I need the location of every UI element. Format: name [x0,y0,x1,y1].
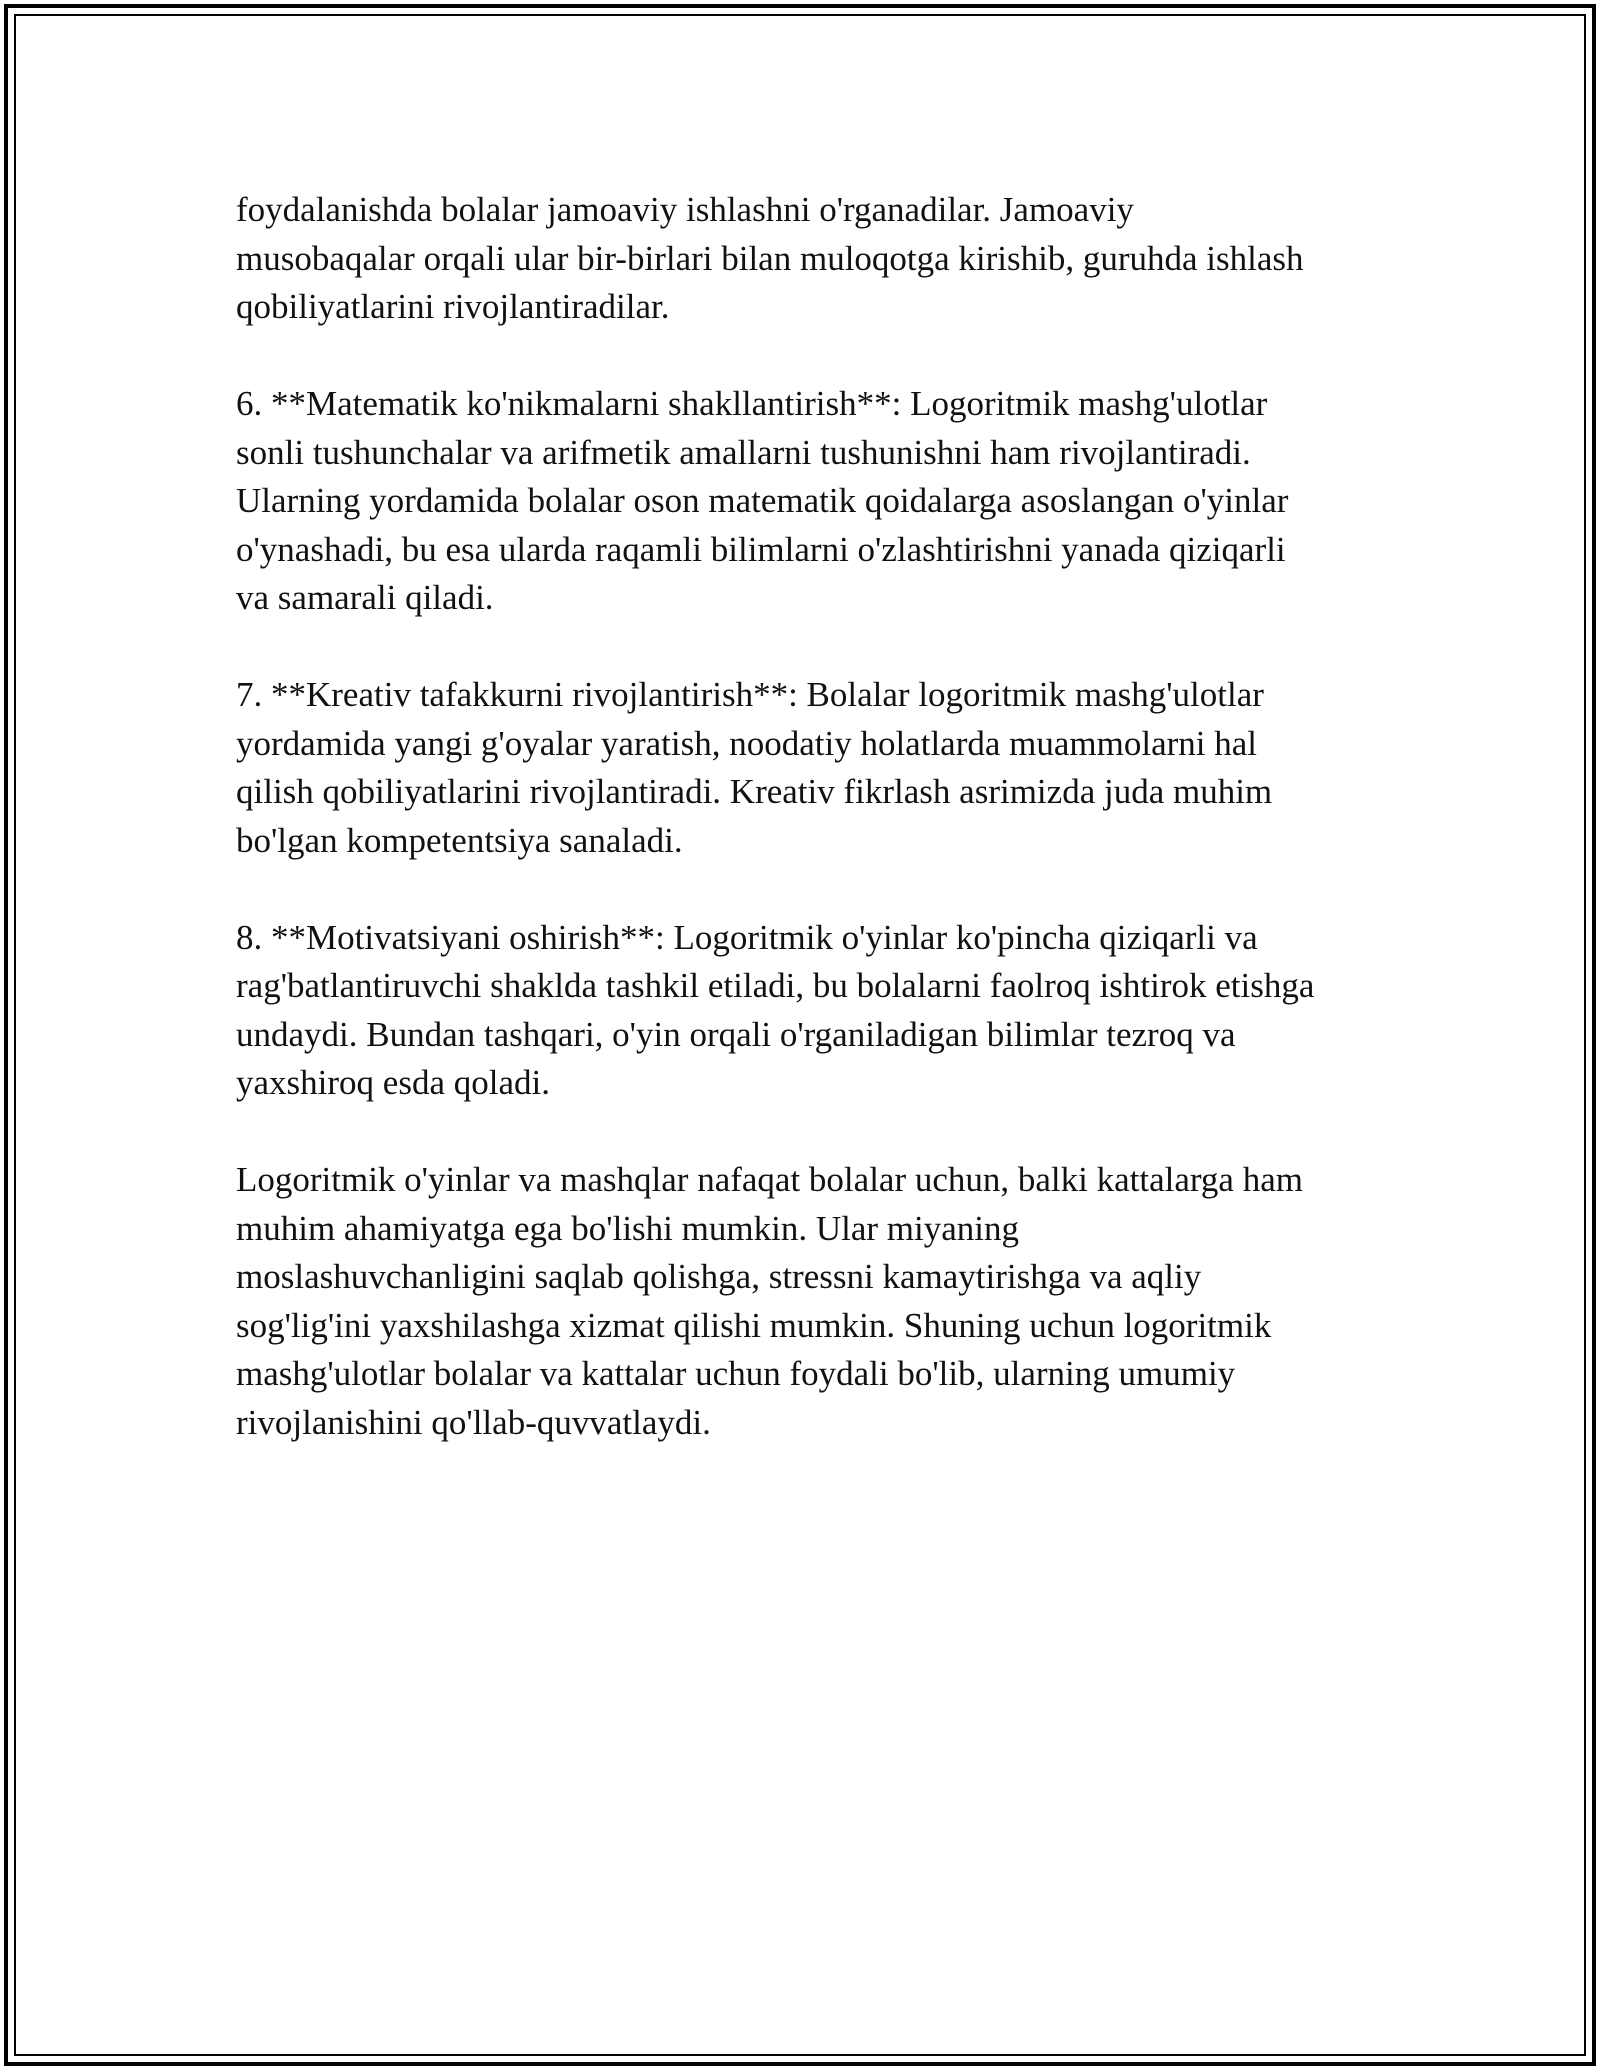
text-line: muhim ahamiyatga ega bo'lishi mumkin. Ular miyaning [236,1208,1019,1248]
paragraph-item-8-motivation [236,914,1386,1108]
text-line: 6. **Matematik ko'nikmalarni shakllantirish**: Logoritmik mashg'ulotlar [236,384,1268,423]
text-line: 7. **Kreativ tafakkurni rivojlantirish**: Bolalar logoritmik mashg'ulotlar [236,675,1264,714]
text-line: mashg'ulotlar bolalar va kattalar uchun foydali bo'lib, ularning umumiy [236,1354,1236,1393]
text-line: yaxshiroq esda qoladi. [236,1063,550,1102]
text-line: Logoritmik o'yinlar va mashqlar nafaqat bolalar uchun, balki kattalarga ham [236,1160,1303,1199]
text-line: sog'lig'ini yaxshilashga xizmat qilishi mumkin. Shuning uchun logoritmik [236,1305,1272,1345]
text-line: 8. **Motivatsiyani oshirish**: Logoritmik o'yinlar ko'pincha qiziqarli va [236,917,1258,957]
text-line: bo'lgan kompetentsiya sanaladi. [236,820,683,860]
text-line: moslashuvchanligini saqlab qolishga, stressni kamaytirishga va aqliy [236,1257,1202,1296]
text-line: qobiliyatlarini rivojlantiradilar. [236,287,670,326]
document-body [236,186,1386,1496]
text-line: yordamida yangi g'oyalar yaratish, noodatiy holatlarda muammolarni hal [236,723,1257,763]
paragraph-teamwork [236,186,1386,332]
text-line: musobaqalar orqali ular bir-birlari bilan muloqotga kirishib, guruhda ishlash [236,238,1304,278]
text-line: va samarali qiladi. [236,578,494,617]
paragraph-item-7-creative-thinking [236,671,1386,865]
text-line: rag'batlantiruvchi shaklda tashkil etiladi, bu bolalarni faolroq ishtirok etishga [236,966,1315,1005]
text-line: undaydi. Bundan tashqari, o'yin orqali o'rganiladigan bilimlar tezroq va [236,1014,1236,1054]
text-line: sonli tushunchalar va arifmetik amallarni tushunishni ham rivojlantiradi. [236,432,1251,472]
paragraph-item-6-math-skills [236,380,1386,623]
paragraph-conclusion [236,1156,1386,1447]
text-line: qilish qobiliyatlarini rivojlantiradi. Kreativ fikrlash asrimizda juda muhim [236,772,1273,811]
text-line: o'ynashadi, bu esa ularda raqamli bilimlarni o'zlashtirishni yanada qiziqarli [236,529,1286,569]
text-line: Ularning yordamida bolalar oson matematik qoidalarga asoslangan o'yinlar [236,481,1289,520]
text-line: rivojlanishini qo'llab-quvvatlaydi. [236,1402,711,1442]
text-line: foydalanishda bolalar jamoaviy ishlashni o'rganadilar. Jamoaviy [236,190,1134,229]
